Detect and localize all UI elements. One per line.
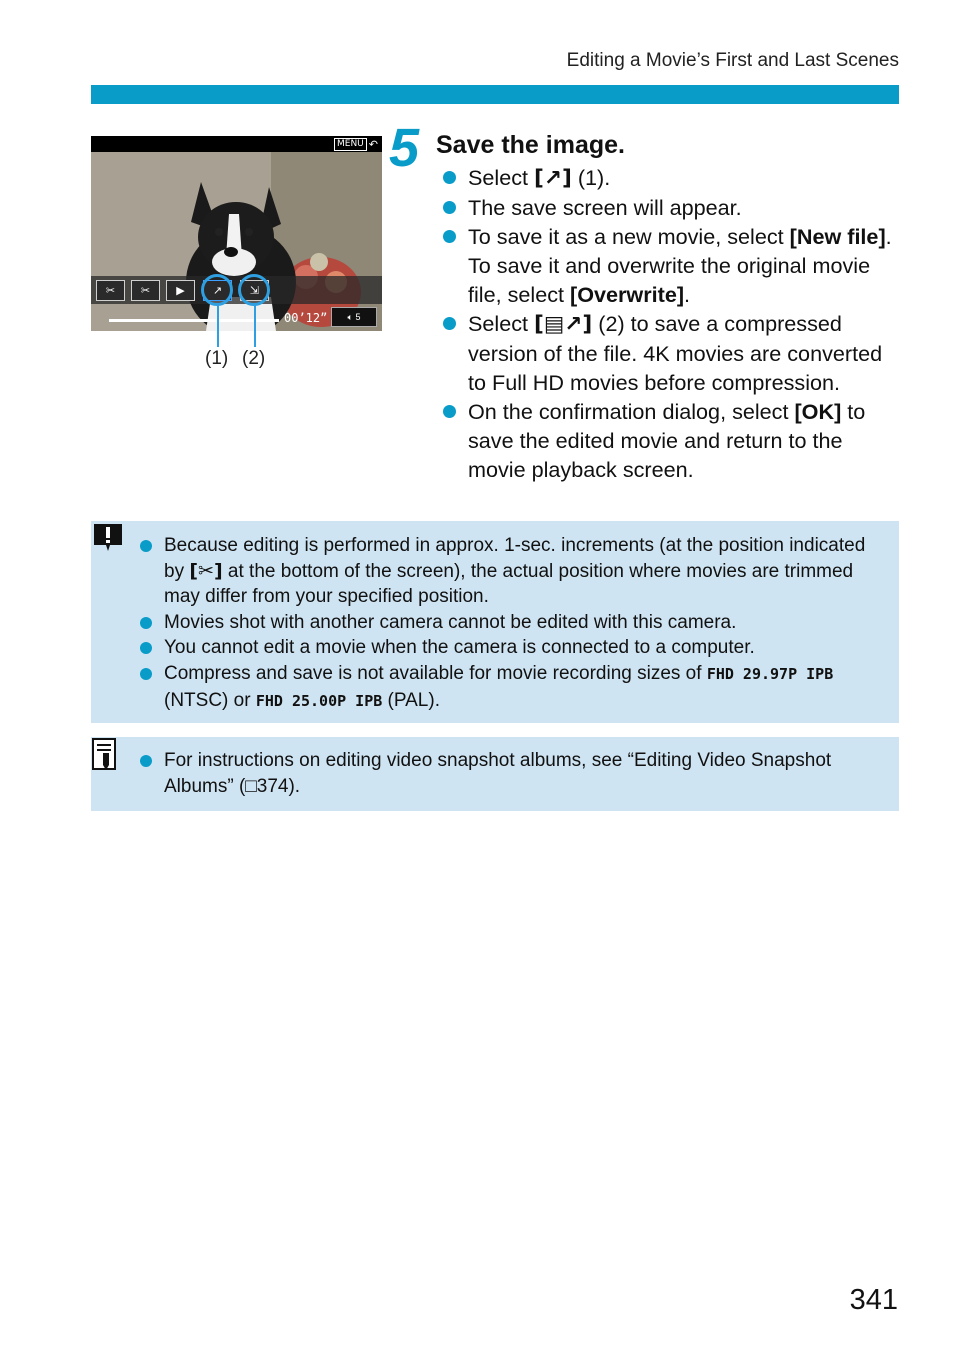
save-icon: ↗ [212, 284, 223, 297]
camera-screen-illustration [91, 136, 382, 331]
menu-return-button[interactable] [334, 138, 378, 151]
memo-list [139, 748, 889, 799]
book-reference-icon: □ [245, 775, 257, 797]
dog-photo [91, 152, 382, 331]
bullet-icon [443, 201, 456, 214]
callout-line-1 [217, 303, 219, 347]
cut-start-button[interactable] [96, 280, 125, 301]
dog-illustration [91, 152, 382, 331]
bullet-icon [140, 540, 152, 552]
speaker-icon: 🔈︎ [347, 311, 353, 322]
bullet-icon [443, 171, 456, 184]
volume-control[interactable] [331, 307, 377, 327]
play-button[interactable] [166, 280, 195, 301]
callout-ring-2 [238, 274, 270, 306]
list-item: Compress and save is not available for movie recording sizes of FHD 29.97P IPB (NTSC) or FHD 25.00P IPB (PAL). [139, 661, 889, 714]
menu-label: MENU [334, 138, 367, 151]
section-header-bar [91, 85, 899, 104]
play-icon: ▶ [176, 284, 185, 297]
caution-icon [91, 521, 125, 555]
bullet-icon [140, 617, 152, 629]
callout-label-2: (2) [242, 348, 266, 369]
bullet-icon [140, 642, 152, 654]
cut-end-icon: ✂ [140, 284, 151, 297]
page-number: 341 [849, 1284, 898, 1316]
list-item: On the confirmation dialog, select [OK] to save the edited movie and return to the movie playback screen. [441, 397, 903, 484]
list-item: To save it as a new movie, select [New file]. To save it and overwrite the original movie file, select [Overwrite]. [441, 222, 903, 309]
callout-label-1: (1) [205, 348, 229, 369]
pal-size-icon: FHD 25.00P IPB [255, 691, 383, 710]
list-item: Select [↗] (1). [441, 163, 903, 193]
ntsc-size-icon: FHD 29.97P IPB [706, 664, 834, 683]
callout-line-2 [254, 303, 256, 347]
section-header-title: Editing a Movie’s First and Last Scenes [566, 50, 899, 71]
return-icon: ↶ [368, 138, 378, 151]
save-icon: [↗] [534, 166, 572, 191]
list-item: Because editing is performed in approx. 1-sec. increments (at the position indicated by [✂] at the bottom of the screen), the actual position where movies are trimmed may differ from your specified position. [139, 533, 889, 610]
compress-save-icon: [▤↗] [534, 312, 593, 337]
memo-note [91, 737, 899, 811]
step-title: Save the image. [436, 131, 625, 159]
step-number: 5 [389, 118, 420, 178]
list-item: The save screen will appear. [441, 193, 903, 222]
cut-start-icon: ✂ [105, 284, 116, 297]
caution-note [91, 521, 899, 723]
list-item: You cannot edit a movie when the camera is connected to a computer. [139, 635, 889, 661]
time-display: 00’12” [284, 311, 328, 325]
caution-list [139, 533, 889, 714]
volume-level: 5 [355, 312, 361, 322]
bullet-icon [140, 668, 152, 680]
compress-save-icon: ⇲ [249, 284, 260, 297]
list-item: Select [▤↗] (2) to save a compressed version of the file. 4K movies are converted to Full HD movies before compression. [441, 309, 903, 397]
cut-end-button[interactable] [131, 280, 160, 301]
memo-icon [91, 737, 121, 773]
list-item: For instructions on editing video snapshot albums, see “Editing Video Snapshot Albums” (□374). [139, 748, 889, 799]
list-item: Movies shot with another camera cannot be edited with this camera. [139, 610, 889, 636]
cut-icon: [✂] [189, 559, 223, 582]
bullet-icon [443, 405, 456, 418]
bullet-icon [443, 230, 456, 243]
bullet-icon [140, 755, 152, 767]
step-bullet-list [441, 163, 903, 484]
callout-ring-1 [201, 274, 233, 306]
bullet-icon [443, 317, 456, 330]
